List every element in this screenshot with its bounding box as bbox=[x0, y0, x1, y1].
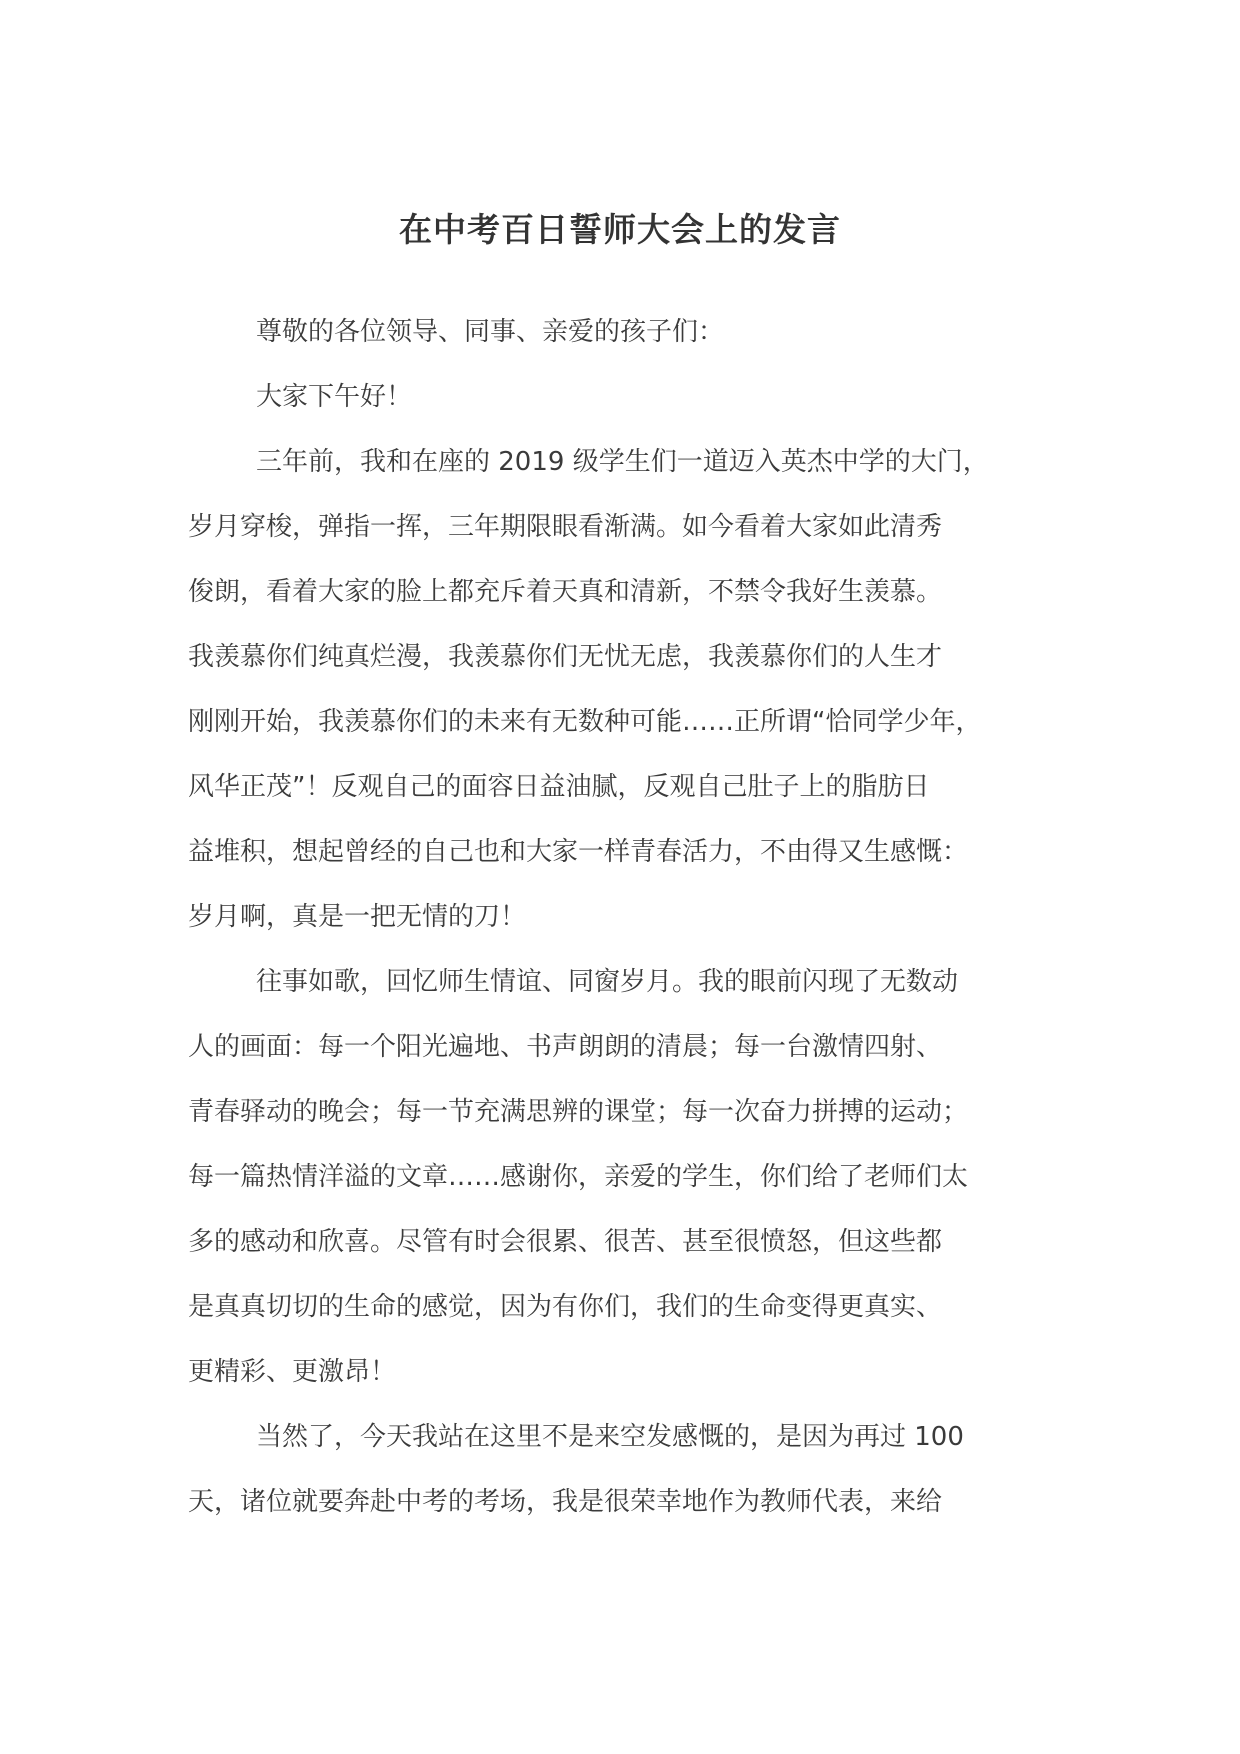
text-line: 三年前，我和在座的 2019 级学生们一道迈入英杰中学的大门， bbox=[256, 447, 989, 477]
text-line: 刚刚开始，我羡慕你们的未来有无数种可能……正所谓“恰同学少年， bbox=[188, 707, 982, 737]
text-line: 人的画面：每一个阳光遍地、书声朗朗的清晨；每一台激情四射、 bbox=[188, 1032, 943, 1062]
document-body bbox=[188, 300, 1088, 1535]
text-line: 青春驿动的晚会；每一节充满思辨的课堂；每一次奋力拼搏的运动； bbox=[188, 1097, 969, 1127]
document-title: 在中考百日誓师大会上的发言 bbox=[399, 210, 841, 249]
text-line: 俊朗，看着大家的脸上都充斥着天真和清新，不禁令我好生羡慕。 bbox=[188, 577, 943, 607]
text-line: 益堆积，想起曾经的自己也和大家一样青春活力，不由得又生感慨： bbox=[188, 837, 969, 867]
text-line: 是真真切切的生命的感觉，因为有你们，我们的生命变得更真实、 bbox=[188, 1292, 943, 1322]
text-line: 天，诸位就要奔赴中考的考场，我是很荣幸地作为教师代表，来给 bbox=[188, 1487, 943, 1517]
text-line: 当然了，今天我站在这里不是来空发感慨的，是因为再过 100 bbox=[256, 1422, 964, 1452]
text-line: 岁月穿梭，弹指一挥，三年期限眼看渐满。如今看着大家如此清秀 bbox=[188, 512, 943, 542]
text-line: 我羡慕你们纯真烂漫，我羡慕你们无忧无虑，我羡慕你们的人生才 bbox=[188, 642, 943, 672]
text-line: 尊敬的各位领导、同事、亲爱的孩子们： bbox=[256, 317, 725, 347]
text-line: 大家下午好！ bbox=[256, 382, 413, 412]
text-line: 每一篇热情洋溢的文章……感谢你，亲爱的学生，你们给了老师们太 bbox=[188, 1162, 969, 1192]
text-line: 往事如歌，回忆师生情谊、同窗岁月。我的眼前闪现了无数动 bbox=[256, 967, 959, 997]
text-line: 岁月啊，真是一把无情的刀！ bbox=[188, 902, 527, 932]
text-line: 多的感动和欣喜。尽管有时会很累、很苦、甚至很愤怒，但这些都 bbox=[188, 1227, 943, 1257]
text-line: 更精彩、更激昂！ bbox=[188, 1357, 397, 1387]
text-line: 风华正茂”！反观自己的面容日益油腻，反观自己肚子上的脂肪日 bbox=[188, 772, 930, 802]
